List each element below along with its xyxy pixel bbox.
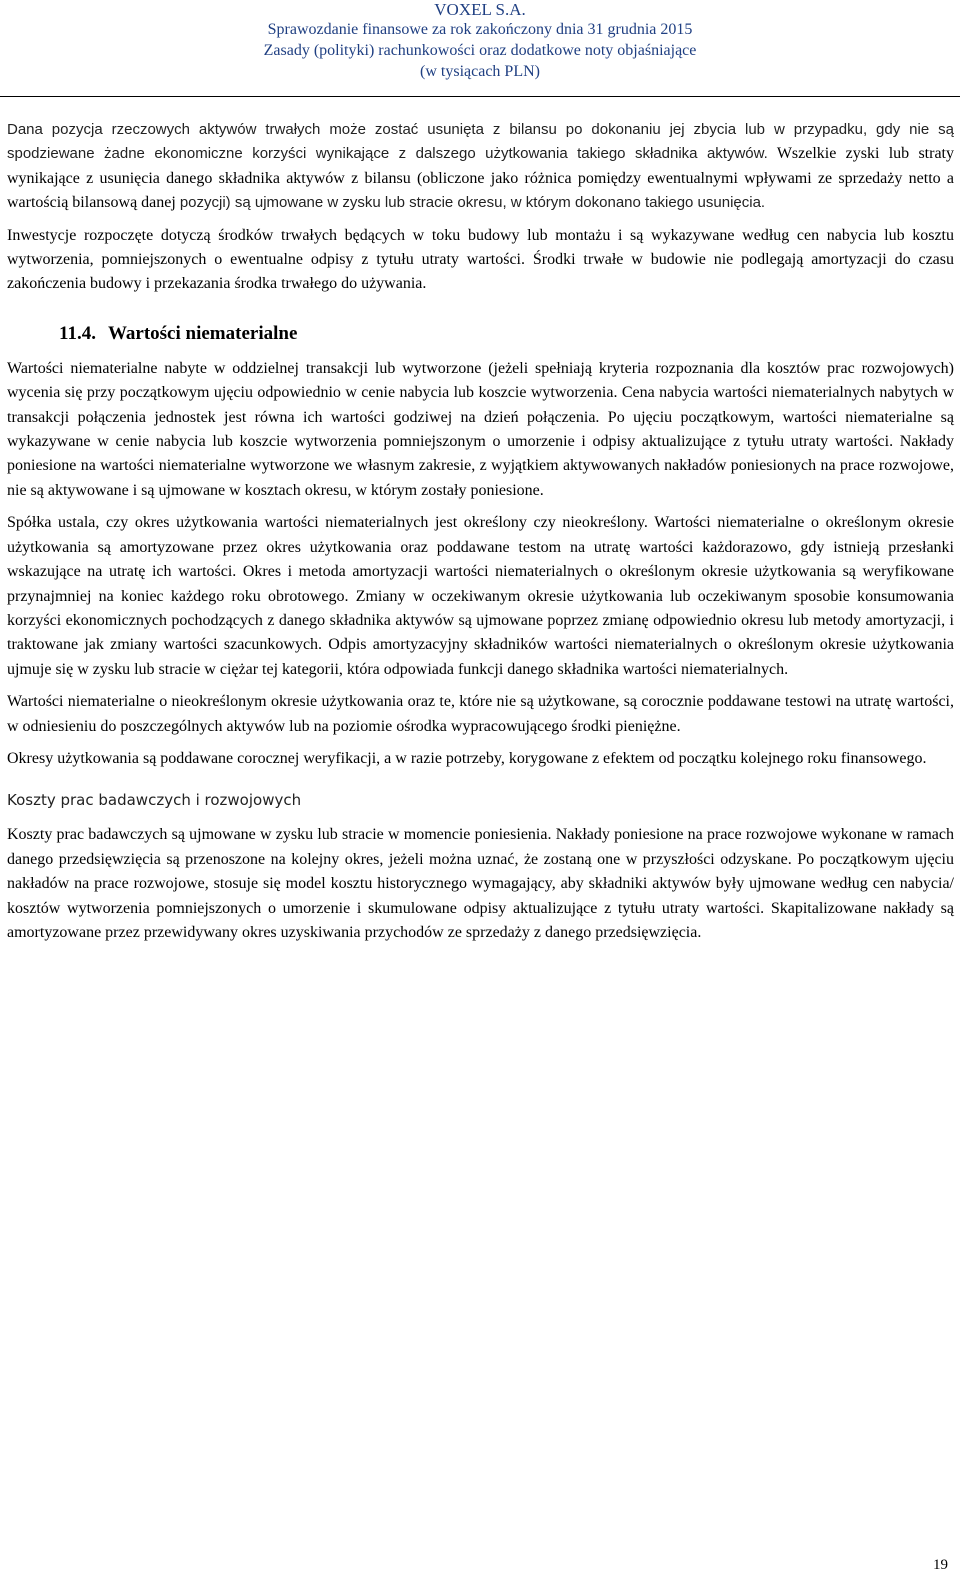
subsection-paragraph: Koszty prac badawczych są ujmowane w zysku lub stracie w momencie poniesienia. Nakłady poniesione na prace rozwojowe wykonane w ramach danego przedsięwzięcia są przenoszone na kolejny okres, jeżeli można uznać, że zostaną one w przyszłości odzyskane. Po początkowym ujęciu nakładów na prace rozwojowe, stosuje się model kosztu historycznego wymagający, aby składniki aktywów były ujmowane według cen nabycia/ kosztów wytworzenia pomniejszonych o umorzenie i skumulowane odpisy aktualizujące z tytułu utraty wartości. Skapitalizowane nakłady są amortyzowane przez przewidywany okres uzyskiwania przychodów ze sprzedaży z danego przedsięwzięcia. — [7, 826, 954, 941]
report-subtitle: Zasady (polityki) rachunkowości oraz dodatkowe noty objaśniające — [263, 42, 697, 59]
section-paragraph: Wartości niematerialne o nieokreślonym okresie użytkowania oraz te, które nie są użytkowane, są corocznie poddawane testowi na utratę wartości, w odniesieniu do poszczególnych aktywów lub na poziomie ośrodka wypracowującego środki pieniężne. — [7, 693, 954, 735]
section-number: 11.4. — [59, 322, 96, 344]
section-title: Wartości niematerialne — [107, 322, 298, 344]
section-paragraph: Spółka ustala, czy okres użytkowania wartości niematerialnych jest określony czy nieokreślony. Wartości niematerialne o określonym okresie użytkowania są amortyzowane przez okres użytkowania oraz poddawane testom na utratę wartości każdorazowo, gdy istnieją przesłanki wskazujące na utratę ich wartości. Okres i metoda amortyzacji wartości niematerialnych o określonym okresie użytkowania są weryfikowane przynajmniej na koniec każdego roku obrotowego. Zmiany w oczekiwanym okresie użytkowania lub oczekiwanym sposobie konsumowania korzyści ekonomicznych pochodzących z danego składnika aktywów są ujmowane poprzez zmianę odpowiednio okresu lub metody amortyzacji, i traktowane jak zmiany wartości szacunkowych. Odpis amortyzacyjny składników wartości niematerialnych o określonym okresie użytkowania ujmuje się w zysku lub stracie w ciężar tej kategorii, która odpowiada funkcji danego składnika wartości niematerialnych. — [7, 514, 954, 678]
page-number: 19 — [933, 1557, 948, 1573]
section-paragraph: Wartości niematerialne nabyte w oddzielnej transakcji lub wytworzone (jeżeli spełniają kryteria rozpoznania dla kosztów prac rozwojowych) wycenia się przy początkowym ujęciu odpowiednio w cenie nabycia lub koszcie wytworzenia. Cena nabycia wartości niematerialnych nabytych w transakcji połączenia jednostek jest równa ich wartości godziwej na dzień połączenia. Po ujęciu początkowym, wartości niematerialne są wykazywane w cenie nabycia lub koszcie wytworzenia pomniejszonym o umorzenie i odpisy aktualizujące z tytułu utraty wartości. Nakłady poniesione na wartości niematerialne wytworzone we własnym zakresie, z wyjątkiem aktywowanych nakładów poniesionych na prace rozwojowe, nie są aktywowane i są ujmowane w kosztach okresu, w którym zostały poniesione. — [7, 359, 954, 499]
report-title: Sprawozdanie finansowe za rok zakończony dnia 31 grudnia 2015 — [267, 21, 693, 38]
intro-paragraph-derecognition — [7, 118, 954, 216]
section-paragraph: Okresy użytkowania są poddawane corocznej weryfikacji, a w razie potrzeby, korygowane z efektem od początku kolejnego roku finansowego. — [7, 749, 927, 767]
intro-sans-start: Dana pozycja rzeczowych aktywów trwałych może zostać usunięta z bilansu po dokonaniu jej zbycia lub w przypadku, gdy nie są spodziewane żadne ekonomiczne korzyści wynikające z dalszego użytkowania takiego składnika aktywów. — [7, 121, 954, 163]
page-header — [0, 0, 960, 82]
document-body — [7, 118, 954, 953]
intro-serif-middle: Wszelkie zyski lub straty wynikające z usunięcia danego składnika aktywów z bilansu (obliczone jako różnica pomiędzy ewentualnymi wpływami ze sprzedaży netto a wartością bilansową danej — [7, 145, 955, 212]
company-name: VOXEL S.A. — [434, 0, 526, 19]
intro-paragraph-investments: Inwestycje rozpoczęte dotyczą środków trwałych będących w toku budowy lub montażu i są wykazywane według cen nabycia lub kosztu wytworzenia, pomniejszonych o ewentualne odpisy z tytułu utraty wartości. Środki trwałe w budowie nie podlegają amortyzacji do czasu zakończenia budowy i przekazania środka trwałego do używania. — [7, 226, 954, 293]
subsection-heading: Koszty prac badawczych i rozwojowych — [7, 791, 302, 810]
header-divider — [0, 96, 960, 97]
section-heading — [59, 323, 954, 345]
intro-sans-end: pozycji) są ujmowane w zysku lub stracie okresu, w którym dokonano takiego usunięcia. — [179, 194, 766, 212]
currency-note: (w tysiącach PLN) — [420, 63, 540, 80]
